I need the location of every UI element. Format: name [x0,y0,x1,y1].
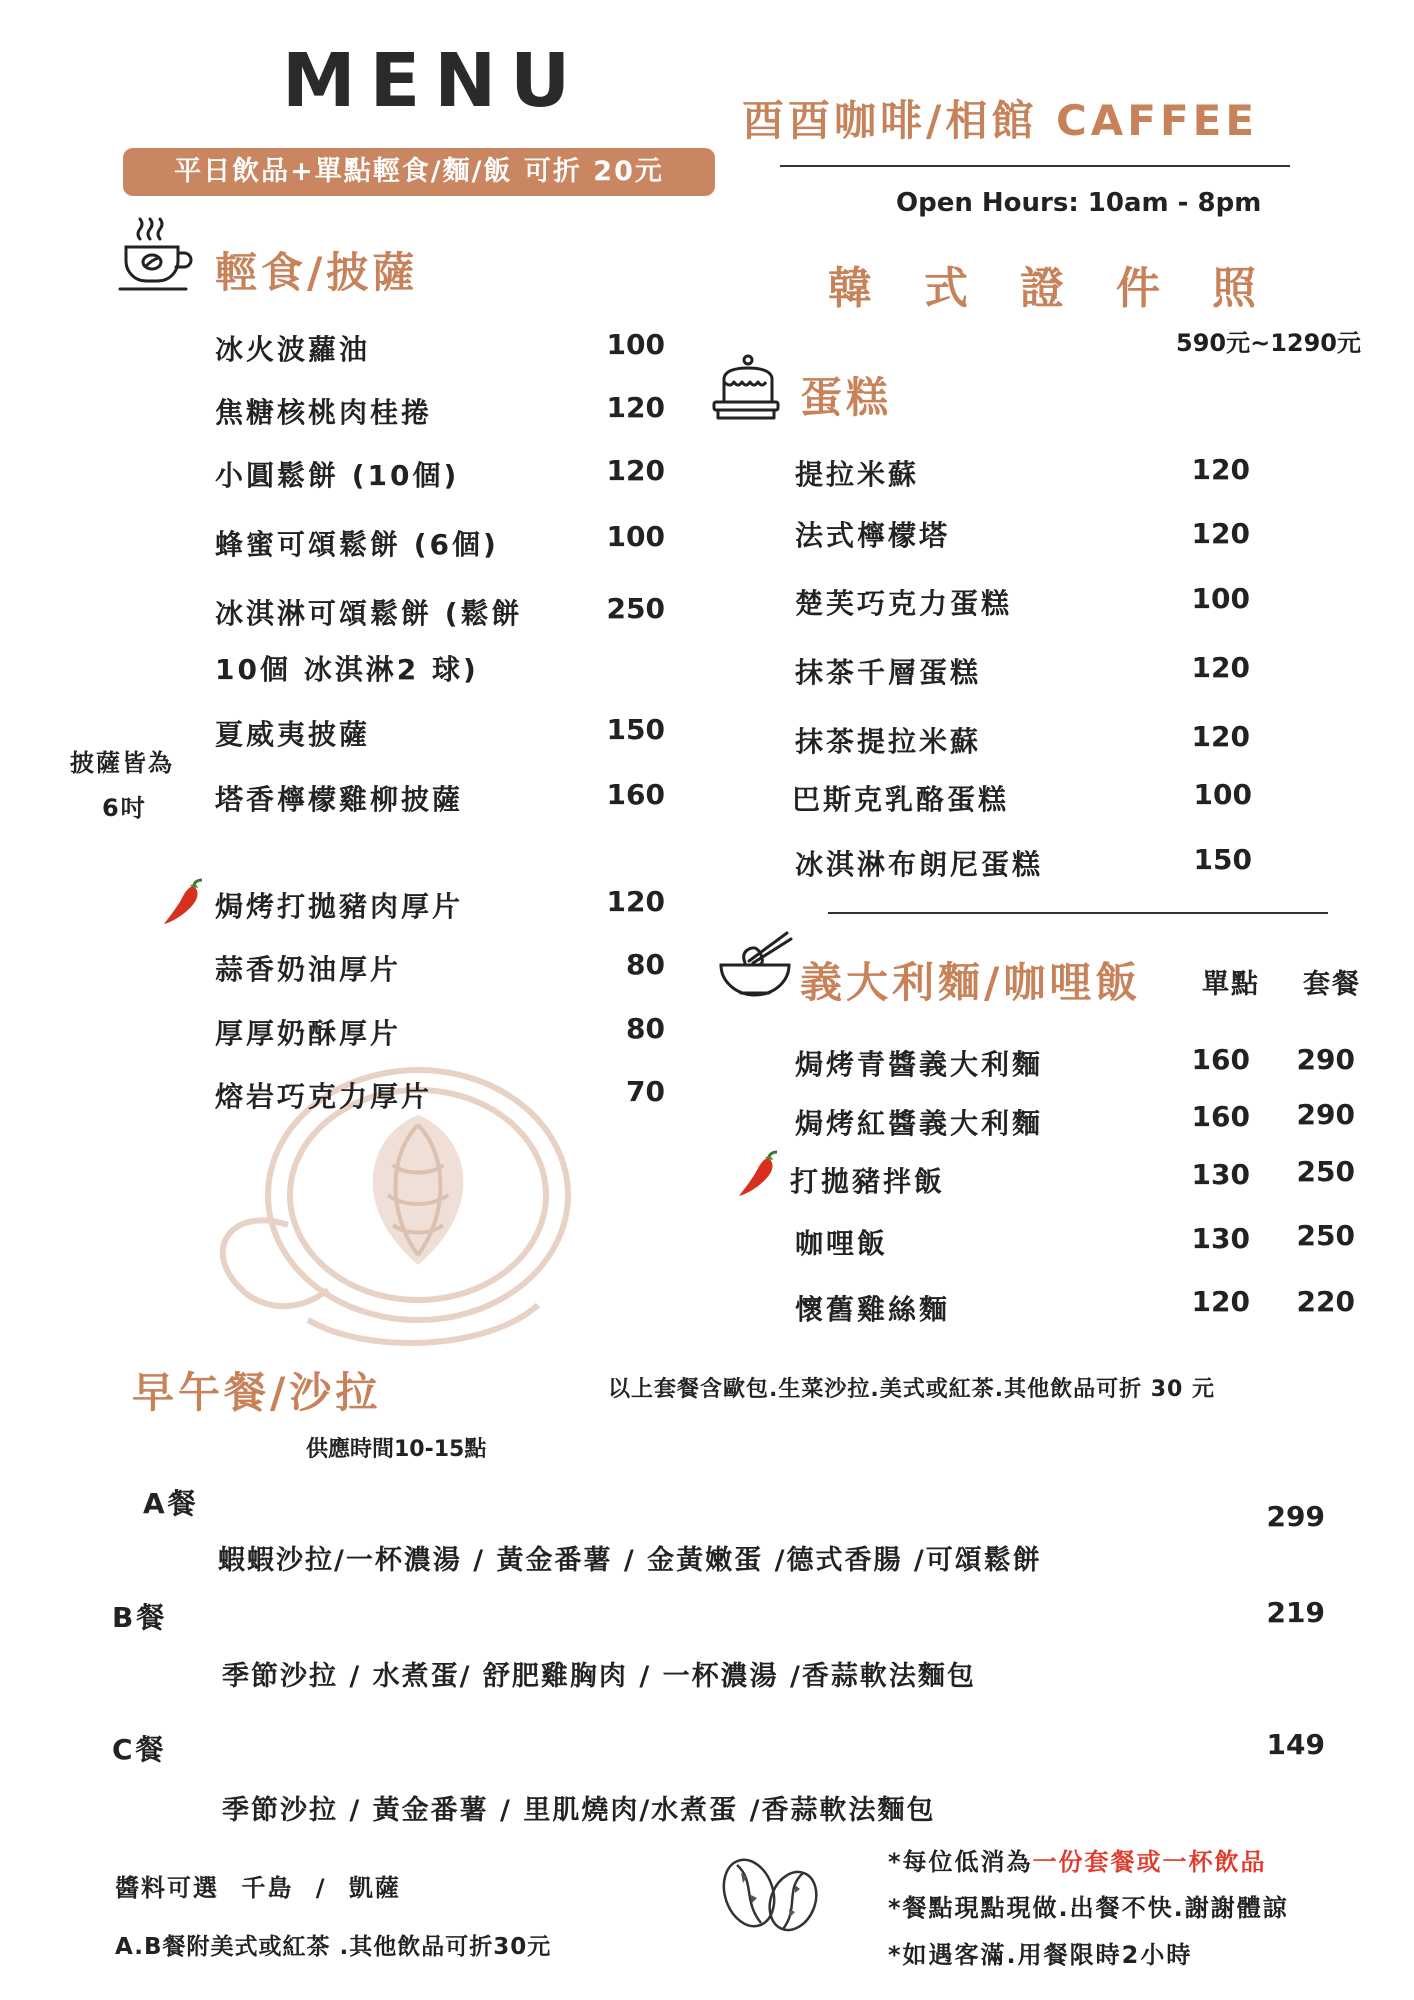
menu-item: 提拉米蘇 [795,458,920,491]
menu-item: 小圓鬆餅 (10個) [215,459,460,492]
menu-item: 焦糖核桃肉桂捲 [215,396,433,429]
menu-item-price: 250 [606,592,665,625]
menu-item: 塔香檸檬雞柳披薩 [215,783,464,816]
shop-name: 酉酉咖啡/相館 CAFFEE [742,96,1259,145]
menu-item-price: 120 [1191,720,1250,753]
open-hours: Open Hours: 10am - 8pm [896,188,1262,218]
menu-item-price: 120 [1191,517,1250,550]
menu-item-price: 120 [606,454,665,487]
brunch-set-label: C餐 [112,1733,167,1766]
cakes-title: 蛋糕 [800,373,893,422]
pasta-set-note: 以上套餐含歐包.生菜沙拉.美式或紅茶.其他飲品可折 30 元 [608,1377,1216,1402]
brunch-set-price: 219 [1266,1596,1325,1629]
korean-photo-title: 韓式證件照 [828,263,1308,314]
footer-note-min-spend [888,1842,1267,1877]
menu-item-price: 120 [1191,453,1250,486]
menu-item: 抹茶提拉米蘇 [795,725,982,758]
menu-item: 咖哩飯 [795,1227,889,1260]
menu-item-set-price: 250 [1296,1219,1355,1252]
coffee-cup-icon [118,215,194,295]
menu-item-price: 100 [1193,778,1252,811]
menu-item-price: 150 [606,713,665,746]
header-divider [780,165,1290,167]
pasta-title: 義大利麵/咖哩飯 [800,958,1142,1007]
menu-item: 厚厚奶酥厚片 [215,1017,402,1050]
menu-item: 冰火波蘿油 [215,333,371,366]
brunch-set-label: B餐 [112,1601,168,1634]
menu-item-set-price: 290 [1296,1098,1355,1131]
menu-item-single-price: 160 [1191,1043,1250,1076]
menu-item-set-price: 290 [1296,1043,1355,1076]
korean-photo-price: 590元~1290元 [1176,329,1362,357]
footer-note-time-limit: *如遇客滿.用餐限時2小時 [888,1941,1193,1969]
brunch-set-desc: 蝦蝦沙拉/一杯濃湯 / 黃金番薯 / 金黃嫩蛋 /德式香腸 /可頌鬆餅 [218,1545,1042,1576]
noodle-bowl-icon [715,925,795,1001]
menu-item-set-price: 250 [1296,1155,1355,1188]
menu-item-price: 120 [1191,651,1250,684]
menu-item: 10個 冰淇淋2 球) [215,653,479,686]
menu-item: 蒜香奶油厚片 [215,953,402,986]
pasta-col-set: 套餐 [1303,969,1361,1000]
menu-item: 楚芙巧克力蛋糕 [795,587,1013,620]
footer-note-min-spend-prefix: *每位低消為 [888,1848,1033,1876]
menu-item-price: 100 [1191,582,1250,615]
menu-item-price: 80 [626,948,665,981]
menu-item-price: 120 [606,885,665,918]
light-meals-title: 輕食/披薩 [215,248,419,297]
brunch-set-desc: 季節沙拉 / 水煮蛋/ 舒肥雞胸肉 / 一杯濃湯 /香蒜軟法麵包 [222,1661,976,1692]
pasta-col-single: 單點 [1202,969,1260,1000]
menu-item-set-price: 220 [1296,1285,1355,1318]
menu-item: 冰淇淋布朗尼蛋糕 [795,848,1044,881]
sauce-note: 醬料可選 千島 / 凱薩 [115,1874,401,1902]
brunch-set-desc: 季節沙拉 / 黃金番薯 / 里肌燒肉/水煮蛋 /香蒜軟法麵包 [222,1795,936,1826]
menu-item: 抹茶千層蛋糕 [795,656,982,689]
menu-item-price: 70 [626,1075,665,1108]
menu-item-single-price: 120 [1191,1285,1250,1318]
menu-item-single-price: 160 [1191,1100,1250,1133]
menu-item: 巴斯克乳酪蛋糕 [792,783,1010,816]
menu-item: 熔岩巧克力厚片 [215,1080,433,1113]
menu-item-price: 100 [606,520,665,553]
menu-item: 焗烤紅醬義大利麵 [795,1107,1044,1140]
menu-item: 法式檸檬塔 [795,519,951,552]
menu-item: 懷舊雞絲麵 [795,1293,951,1326]
footer-note-cooking: *餐點現點現做.出餐不快.謝謝體諒 [888,1894,1289,1922]
chili-pepper-icon [735,1150,781,1200]
menu-item-single-price: 130 [1191,1222,1250,1255]
cakes-divider [828,912,1328,914]
menu-item: 夏威夷披薩 [215,718,371,751]
chili-pepper-icon [160,878,206,928]
menu-item: 冰淇淋可頌鬆餅 (鬆餅 [215,597,523,630]
pizza-note-line2: 6吋 [102,794,147,822]
drink-note: A.B餐附美式或紅茶 .其他飲品可折30元 [115,1934,552,1960]
menu-item-price: 80 [626,1012,665,1045]
footer-note-min-spend-highlight: 一份套餐或一杯飲品 [1032,1848,1267,1876]
menu-item-price: 120 [606,391,665,424]
brunch-hours: 供應時間10-15點 [306,1437,487,1462]
menu-item-price: 150 [1193,843,1252,876]
coffee-beans-icon [715,1855,825,1937]
menu-item: 焗烤青醬義大利麵 [795,1048,1044,1081]
brunch-set-label: A餐 [143,1487,199,1520]
menu-item-price: 100 [606,328,665,361]
cake-icon [710,352,782,424]
promo-banner: 平日飲品+單點輕食/麵/飯 可折 20元 [123,148,715,196]
brunch-set-price: 149 [1266,1728,1325,1761]
menu-title: MENU [282,38,585,124]
menu-item-price: 160 [606,778,665,811]
brunch-set-price: 299 [1266,1500,1325,1533]
pizza-note-line1: 披薩皆為 [70,749,174,777]
menu-item: 焗烤打拋豬肉厚片 [215,890,464,923]
menu-item: 蜂蜜可頌鬆餅 (6個) [215,528,499,561]
menu-item-single-price: 130 [1191,1158,1250,1191]
brunch-title: 早午餐/沙拉 [132,1368,382,1417]
menu-item: 打拋豬拌飯 [790,1165,946,1198]
